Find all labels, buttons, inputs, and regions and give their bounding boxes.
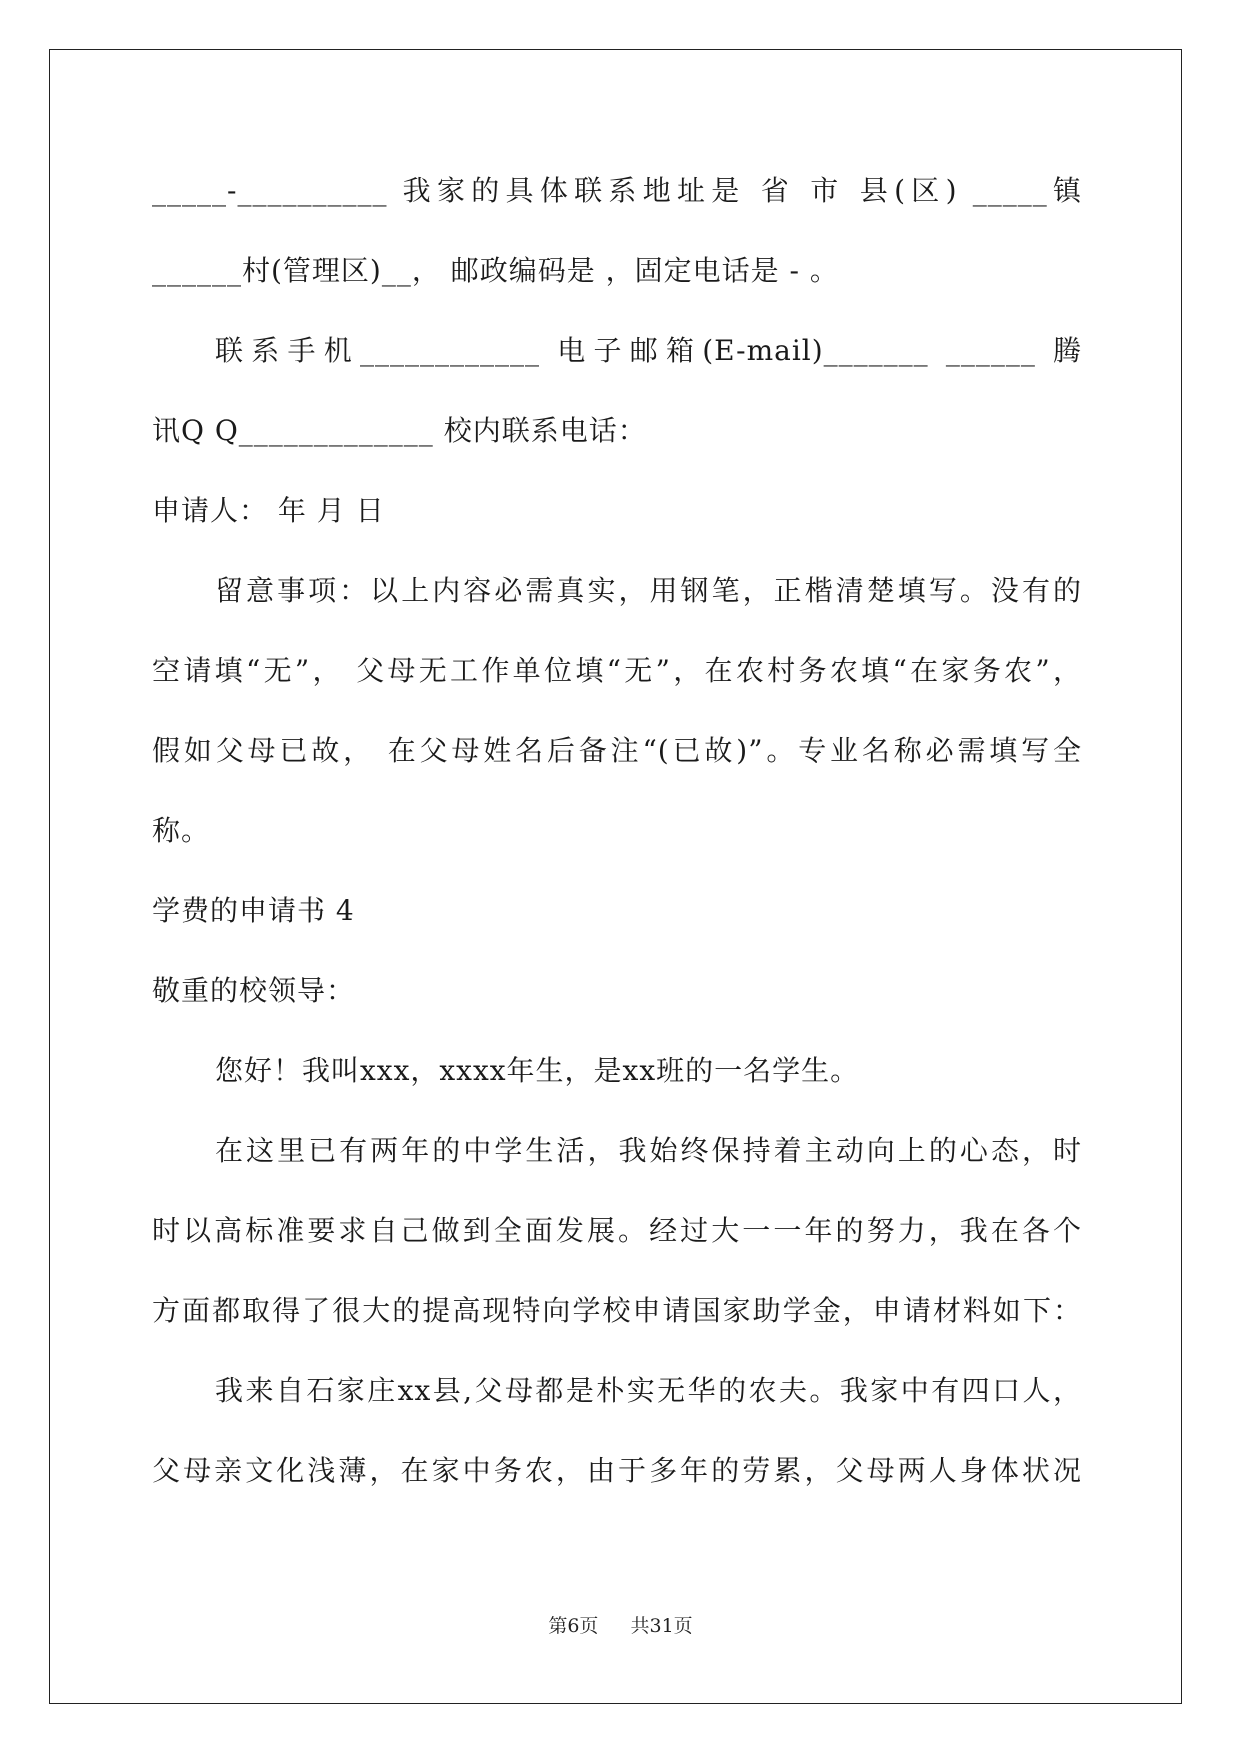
text-line-1: _____-__________ 我家的具体联系地址是 省 市 县(区) _____镇 (152, 174, 1082, 207)
text-line-2: ______村(管理区)__， 邮政编码是 ，固定电话是 - 。 (152, 254, 839, 287)
page-total: 共31页 (630, 1615, 693, 1637)
section-heading: 学费的申请书 4 (152, 894, 355, 927)
text-line-14: 时以高标准要求自己做到全面发展。经过大一一年的努力，我在各个 (152, 1214, 1082, 1247)
text-line-3: 联系手机____________ 电子邮箱(E-mail)_______ ______ 腾 (215, 334, 1082, 367)
text-line-15: 方面都取得了很大的提高现特向学校申请国家助学金，申请材料如下： (152, 1294, 1082, 1327)
text-line-6: 留意事项：以上内容必需真实，用钢笔，正楷清楚填写。没有的 (215, 574, 1082, 607)
text-line-17: 父母亲文化浅薄，在家中务农，由于多年的劳累，父母两人身体状况 (152, 1454, 1082, 1487)
text-line-9: 称。 (152, 814, 211, 847)
salutation: 敬重的校领导： (152, 974, 356, 1007)
text-line-8: 假如父母已故， 在父母姓名后备注“(已故)”。专业名称必需填写全 (152, 734, 1082, 767)
page-number: 第6页 (548, 1615, 599, 1637)
text-line-13: 在这里已有两年的中学生活，我始终保持着主动向上的心态，时 (215, 1134, 1082, 1167)
text-line-7: 空请填“无”， 父母无工作单位填“无”，在农村务农填“在家务农”， (152, 654, 1082, 687)
text-line-5: 申请人： 年 月 日 (152, 494, 385, 527)
text-line-16: 我来自石家庄xx县,父母都是朴实无华的农夫。我家中有四口人， (215, 1374, 1082, 1407)
text-line-4: 讯Q Q_____________ 校内联系电话： (152, 414, 647, 447)
text-line-12: 您好！我叫xxx，xxxx年生，是xx班的一名学生。 (215, 1054, 860, 1087)
page-footer (0, 1614, 1241, 1638)
